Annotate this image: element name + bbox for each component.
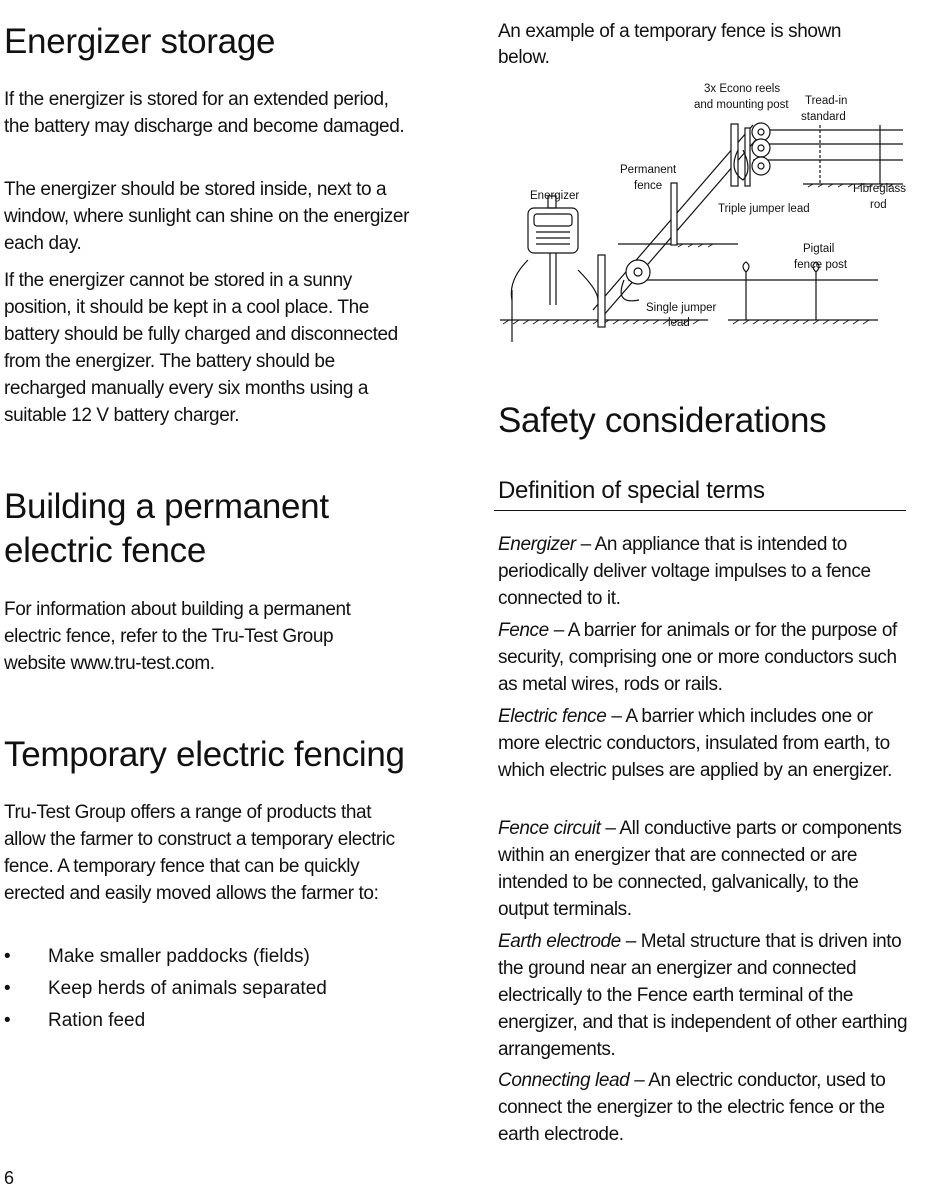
definition-item	[498, 531, 908, 612]
subheading-rule	[494, 510, 906, 511]
temporary-fence-diagram	[498, 80, 908, 350]
label-fibre-1: Fibreglass	[853, 183, 907, 195]
bullet-mark: •	[4, 946, 11, 967]
definition-text: – Metal structure that is driven into the ground near an energizer and connected electrically to the Fence earth terminal of the energizer, and that is independent of other earthing arrangements.	[498, 931, 908, 1060]
definitions-subheading: Definition of special terms	[498, 477, 765, 504]
bullet-text: Ration feed	[48, 1010, 146, 1031]
label-fibre-2: rod	[870, 199, 887, 211]
permanent-fence-heading	[4, 485, 424, 573]
storage-paragraph-3: If the energizer cannot be stored in a sunny position, it should be kept in a cool place. The battery should be fully charged and disconnected from the energizer. The battery should be recharged manually every six months using a suitable 12 V battery charger.	[4, 270, 398, 426]
definition-item	[498, 703, 908, 784]
permanent-heading-line-1: Building a permanent	[4, 487, 329, 526]
definition-item	[498, 1067, 908, 1148]
bullet-mark: •	[4, 1010, 11, 1031]
label-energizer: Energizer	[530, 190, 580, 202]
definition-term: Energizer	[498, 534, 576, 555]
safety-heading: Safety considerations	[498, 401, 827, 440]
label-single-1: Single jumper	[646, 302, 717, 314]
definition-text: – An electric conductor, used to connect the energizer to the electric fence or the earth electrode.	[498, 1070, 886, 1145]
label-perm-1: Permanent	[620, 164, 677, 176]
definition-term: Earth electrode	[498, 931, 621, 952]
label-tread-1: Tread-in	[805, 95, 848, 107]
label-pigtail-1: Pigtail	[803, 243, 835, 255]
definition-term: Connecting lead	[498, 1070, 630, 1091]
label-pigtail-2: fence post	[794, 259, 848, 271]
definition-text: – A barrier which includes one or more electric conductors, insulated from earth, to which electric pulses are applied by an energizer.	[498, 706, 893, 781]
definition-item	[498, 928, 908, 1063]
label-perm-2: fence	[634, 180, 663, 192]
temporary-paragraph: Tru-Test Group offers a range of products that allow the farmer to construct a temporary electric fence. A temporary fence that can be quickly erected and easily moved allows the farmer to:	[4, 802, 395, 904]
permanent-heading-line-2: electric fence	[4, 531, 207, 570]
definition-term: Electric fence	[498, 706, 607, 727]
temporary-fencing-heading: Temporary electric fencing	[4, 735, 405, 774]
label-reels-1: 3x Econo reels	[704, 83, 781, 95]
definition-text: – An appliance that is intended to periodically deliver voltage impulses to a fence connected to it.	[498, 534, 871, 609]
storage-paragraph-2: The energizer should be stored inside, next to a window, where sunlight can shine on the energizer each day.	[4, 179, 409, 254]
label-tread-2: standard	[801, 111, 846, 123]
label-triple: Triple jumper lead	[718, 203, 810, 215]
label-reels-2: and mounting post	[694, 99, 789, 111]
definition-text: – A barrier for animals or for the purpose of security, comprising one or more conductors such as metal wires, rods or rails.	[498, 620, 897, 695]
definition-term: Fence	[498, 620, 549, 641]
bullet-mark: •	[4, 978, 11, 999]
definition-item	[498, 617, 908, 698]
label-single-2: lead	[668, 317, 690, 329]
storage-paragraph-1: If the energizer is stored for an extended period, the battery may discharge and become damaged.	[4, 89, 405, 137]
definition-text: – All conductive parts or components within an energizer that are connected or are intended to be connected, galvanically, to the output terminals.	[498, 818, 902, 920]
bullet-text: Keep herds of animals separated	[48, 978, 327, 999]
definition-term: Fence circuit	[498, 818, 601, 839]
permanent-paragraph: For information about building a permanent electric fence, refer to the Tru-Test Group website www.tru-test.com.	[4, 599, 351, 674]
definition-item	[498, 815, 908, 923]
bullet-text: Make smaller paddocks (fields)	[48, 946, 310, 967]
example-intro: An example of a temporary fence is shown below.	[498, 21, 842, 68]
page-number: 6	[4, 1168, 15, 1188]
energizer-storage-heading: Energizer storage	[4, 22, 276, 61]
